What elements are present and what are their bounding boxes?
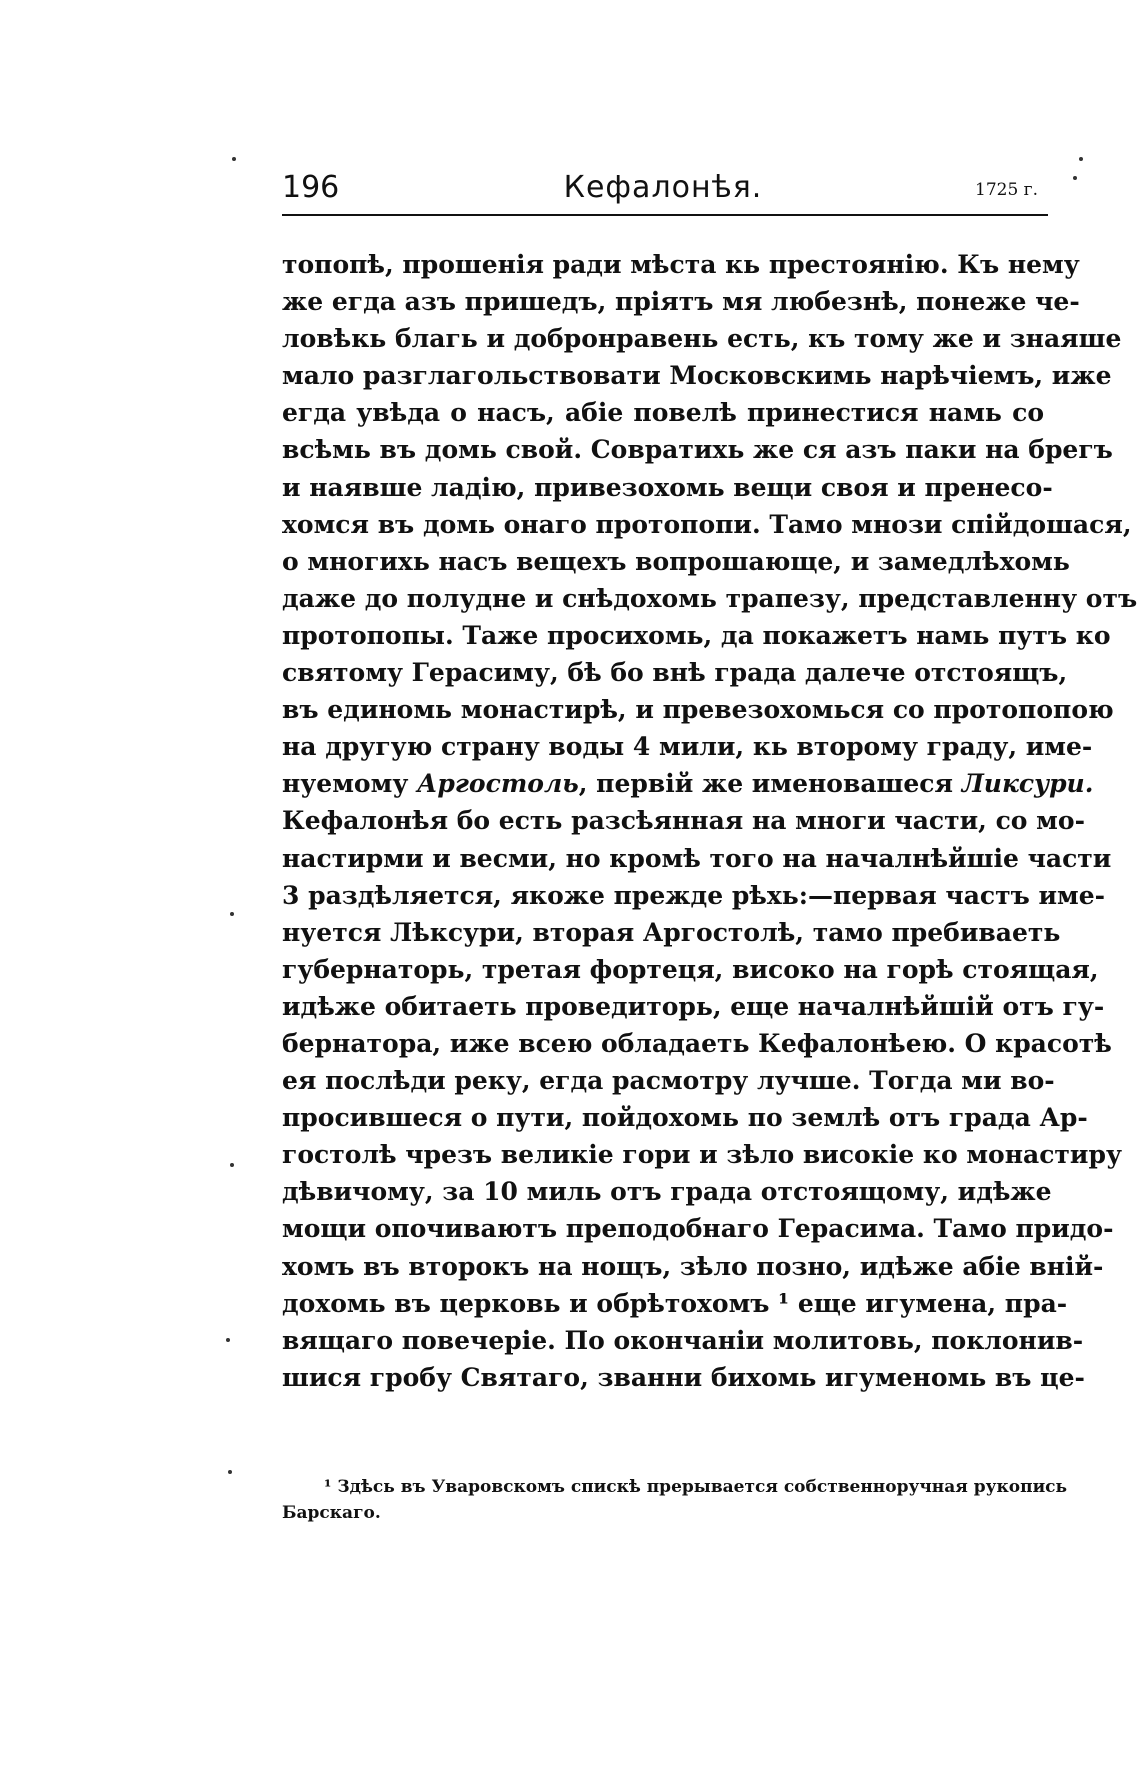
scan-speck xyxy=(230,1163,234,1167)
text-line: всѣмь въ домь свой. Совратихь же ся азъ паки на брегъ xyxy=(282,435,1113,465)
footnote-line: Барскаго. xyxy=(282,1503,381,1523)
body-text xyxy=(282,246,1138,1396)
text-line: вящаго повечеріе. По окончаніи молитовь, поклонив- xyxy=(282,1325,1084,1355)
text-line-with-italics xyxy=(282,765,1094,802)
text-segment: , первій же именовашеся xyxy=(578,769,962,799)
scan-speck xyxy=(232,157,236,161)
page-number: 196 xyxy=(282,170,340,205)
text-line: бернатора, иже всею обладаеть Кефалонѣею. О красотѣ xyxy=(282,1028,1112,1058)
text-line: нуется Лѣксури, вторая Аргостолѣ, тамо пребиваеть xyxy=(282,917,1061,947)
header-rule xyxy=(282,214,1048,216)
page-header xyxy=(282,168,1044,216)
text-line: даже до полудне и снѣдохомь трапезу, представленну отъ xyxy=(282,583,1138,613)
text-line: въ единомь монастирѣ, и превезохомься со протопопою xyxy=(282,695,1114,725)
scan-speck xyxy=(228,1470,232,1474)
text-line: ловѣкь благь и добронравень есть, къ тому же и знаяше xyxy=(282,324,1122,354)
text-line: же егда азъ пришедъ, пріятъ мя любезнѣ, понеже че- xyxy=(282,287,1080,317)
text-line: мощи опочиваютъ преподобнаго Герасима. Тамо придо- xyxy=(282,1214,1114,1244)
text-line: идѣже обитаеть проведиторь, еще началнѣйшій отъ гу- xyxy=(282,991,1105,1021)
scan-speck xyxy=(1079,157,1083,161)
footnote-line: ¹ Здѣсь въ Уваровскомъ спискѣ прерывается собственноручная рукопись xyxy=(324,1477,1068,1497)
text-line: губернаторь, третая фортеця, високо на горѣ стоящая, xyxy=(282,954,1099,984)
text-line: на другую страну воды 4 мили, кь второму граду, име- xyxy=(282,732,1093,762)
scan-speck xyxy=(226,1338,230,1342)
text-line: хомся въ домь онаго протопопи. Тамо мнози спійдошася, xyxy=(282,509,1132,539)
text-line: ея послѣди реку, егда расмотру лучше. Тогда ми во- xyxy=(282,1066,1055,1096)
text-line: шися гробу Святаго, званни бихомь игуменомь въ це- xyxy=(282,1362,1085,1392)
text-line: просившеся о пути, пойдохомь по землѣ отъ града Ар- xyxy=(282,1103,1088,1133)
scan-speck xyxy=(230,912,234,916)
place-name-argostol: Аргостоль xyxy=(417,769,579,799)
text-line: хомъ въ второкъ на нощъ, зѣло позно, идѣже абіе вній- xyxy=(282,1251,1104,1281)
text-line: гостолѣ чрезъ великіе гори и зѣло високіе ко монастиру xyxy=(282,1140,1122,1170)
text-line: и наявше ладію, привезохомь вещи своя и пренесо- xyxy=(282,472,1053,502)
footnote xyxy=(282,1474,1068,1526)
text-line: дѣвичому, за 10 миль отъ града отстоящому, идѣже xyxy=(282,1177,1052,1207)
scan-speck xyxy=(1073,176,1077,180)
text-line: егда увѣда о насъ, абіе повелѣ принестися намь со xyxy=(282,398,1044,428)
text-line: мало разглагольствовати Московскимь нарѣчіемъ, иже xyxy=(282,361,1112,391)
text-line: святому Герасиму, бѣ бо внѣ града далече отстоящъ, xyxy=(282,658,1068,688)
text-line: топопѣ, прошенія ради мѣста кь престоянію. Къ нему xyxy=(282,250,1080,279)
text-line: настирми и весми, но кромѣ того на началнѣйшіе части xyxy=(282,843,1112,873)
text-line: протопопы. Таже просихомь, да покажетъ намь путъ ко xyxy=(282,620,1111,650)
text-line: о многихь насъ вещехъ вопрошающе, и замедлѣхомь xyxy=(282,546,1070,576)
text-line: 3 раздѣляется, якоже прежде рѣхь:—первая частъ име- xyxy=(282,880,1106,910)
year-marker: 1725 г. xyxy=(975,180,1038,200)
running-title: Кефалонѣя. xyxy=(563,170,763,205)
place-name-liksuri: Ликсури. xyxy=(961,769,1094,799)
text-line: дохомь въ церковь и обрѣтохомъ ¹ еще игумена, пра- xyxy=(282,1288,1068,1318)
text-line: Кефалонѣя бо есть разсѣянная на многи части, со мо- xyxy=(282,806,1085,836)
text-segment: нуемому xyxy=(282,769,418,799)
